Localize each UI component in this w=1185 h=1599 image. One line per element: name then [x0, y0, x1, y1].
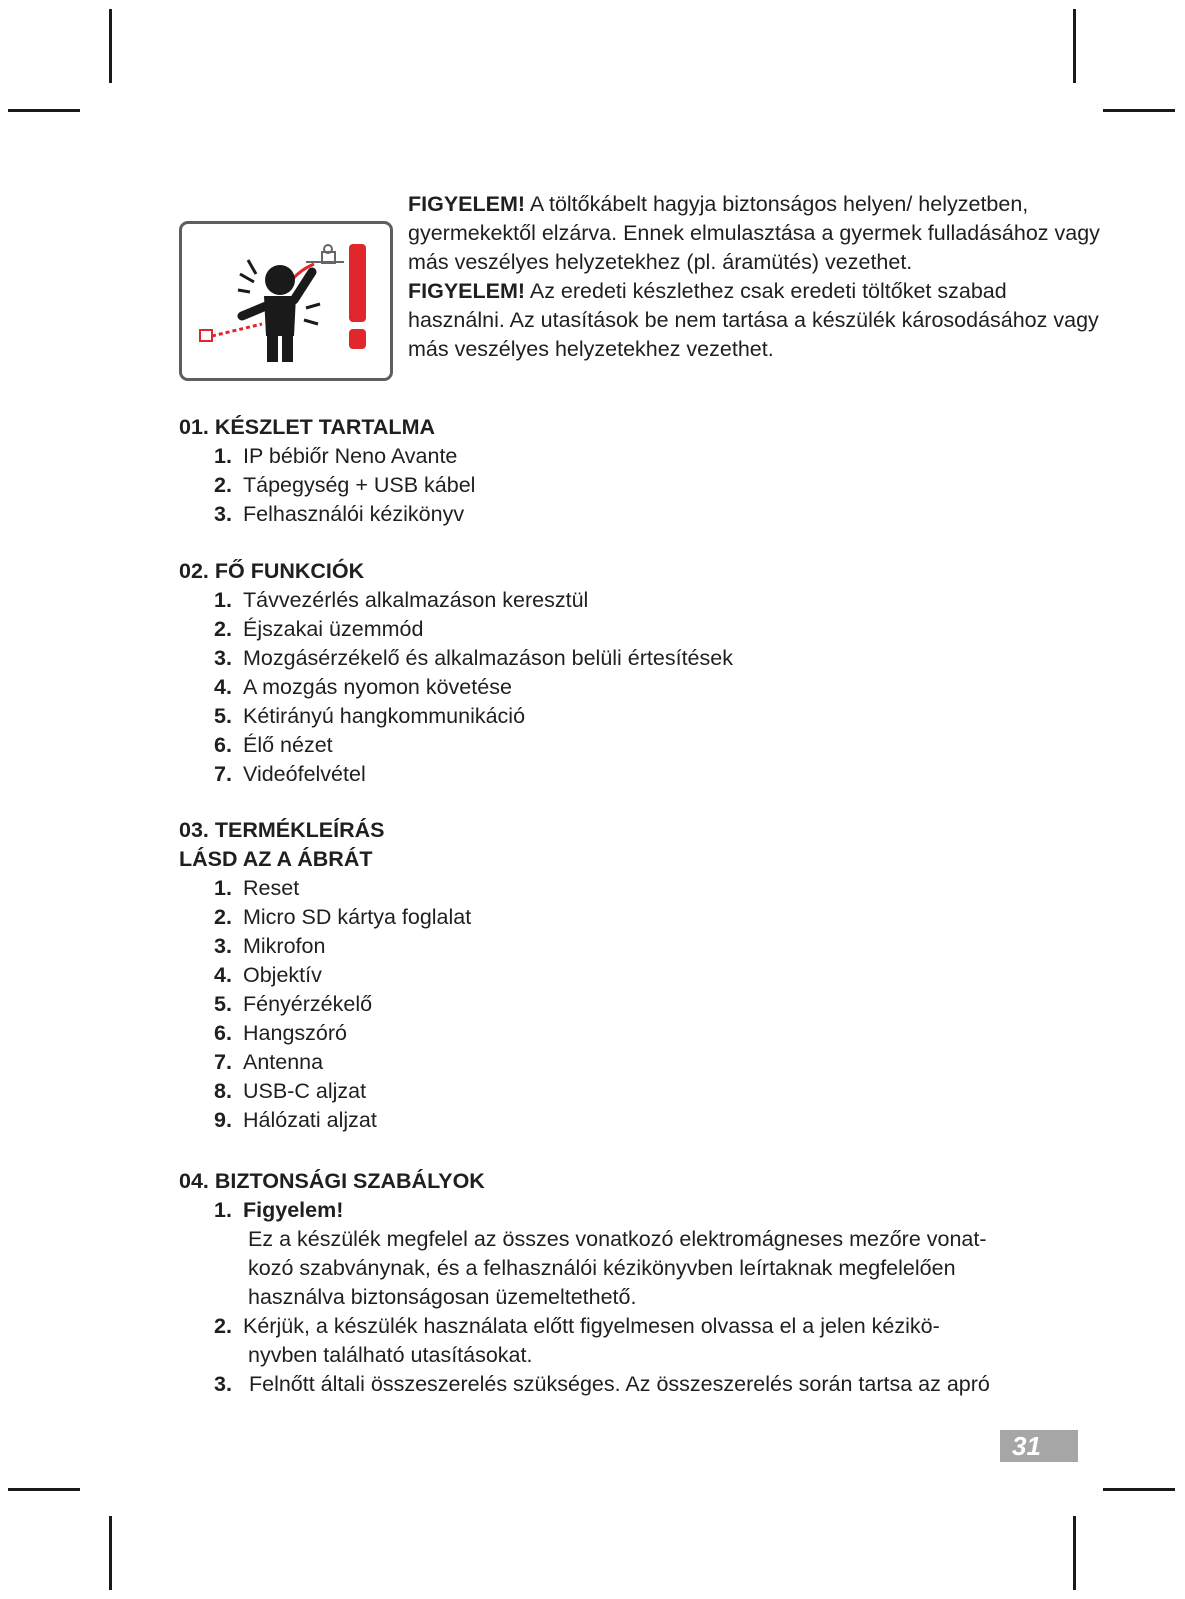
crop-mark — [8, 1488, 80, 1491]
list-item — [179, 471, 1079, 500]
list-item — [179, 1370, 1079, 1399]
list-item — [179, 500, 1079, 529]
item-label: Figyelem! — [243, 1198, 344, 1222]
item-text: Hangszóró — [243, 1021, 347, 1045]
item-number: 9. — [214, 1108, 232, 1132]
list-item — [179, 760, 1079, 789]
item-text: Mikrofon — [243, 934, 326, 958]
item-text: Kétirányú hangkommunikáció — [243, 704, 526, 728]
list-item — [179, 442, 1079, 471]
item-text: használva biztonságosan üzemeltethető. — [248, 1285, 637, 1309]
item-text: Tápegység + USB kábel — [243, 473, 476, 497]
item-number: 4. — [214, 675, 232, 699]
item-number: 1. — [214, 444, 232, 468]
warning-label: FIGYELEM! — [408, 192, 526, 216]
item-number: 6. — [214, 1021, 232, 1045]
item-number: 2. — [214, 473, 232, 497]
warning-paragraph — [408, 277, 1108, 364]
item-number: 1. — [214, 876, 232, 900]
item-number: 3. — [214, 934, 232, 958]
item-number: 7. — [214, 1050, 232, 1074]
section-main-functions — [179, 557, 1079, 789]
child-hazard-icon — [182, 224, 390, 378]
item-number: 2. — [214, 905, 232, 929]
item-number: 1. — [214, 588, 232, 612]
item-text: Kérjük, a készülék használata előtt figyelmesen olvassa el a jelen kézikö- — [243, 1314, 940, 1338]
section-title: 03. TERMÉKLEÍRÁS — [179, 818, 385, 842]
item-text: Felhasználói kézikönyv — [243, 502, 465, 526]
item-text: Felnőtt általi összeszerelés szükséges. Az összeszerelés során tartsa az apró — [243, 1372, 990, 1396]
crop-mark — [109, 1516, 112, 1590]
item-number: 3. — [214, 646, 232, 670]
list-item — [179, 1019, 1079, 1048]
item-number: 3. — [214, 502, 232, 526]
section-title: 01. KÉSZLET TARTALMA — [179, 415, 436, 439]
section-product-description — [179, 816, 1079, 1135]
item-text: Távvezérlés alkalmazáson keresztül — [243, 588, 589, 612]
item-text: Videófelvétel — [243, 762, 366, 786]
item-number: 2. — [214, 617, 232, 641]
item-text: IP bébiőr Neno Avante — [243, 444, 458, 468]
section-kit-contents — [179, 413, 1079, 529]
item-text: Objektív — [243, 963, 322, 987]
crop-mark — [1103, 1488, 1175, 1491]
crop-mark — [109, 9, 112, 83]
item-text: Hálózati aljzat — [243, 1108, 377, 1132]
list-item — [179, 932, 1079, 961]
item-text: A mozgás nyomon követése — [243, 675, 512, 699]
list-item — [179, 702, 1079, 731]
list-item — [179, 1196, 1079, 1312]
list-item — [179, 1077, 1079, 1106]
item-number: 3. — [214, 1372, 232, 1396]
warning-text — [408, 190, 1108, 364]
crop-mark — [1073, 1516, 1076, 1590]
list-item — [179, 1106, 1079, 1135]
item-number: 8. — [214, 1079, 232, 1103]
warning-label: FIGYELEM! — [408, 279, 526, 303]
list-item — [179, 1312, 1079, 1370]
item-text: Mozgásérzékelő és alkalmazáson belüli értesítések — [243, 646, 733, 670]
crop-mark — [1073, 9, 1076, 83]
item-text: USB-C aljzat — [243, 1079, 367, 1103]
item-text: kozó szabványnak, és a felhasználói kézikönyvben leírtaknak megfelelően — [248, 1256, 956, 1280]
item-number: 7. — [214, 762, 232, 786]
item-text: Micro SD kártya foglalat — [243, 905, 472, 929]
item-text: nyvben található utasításokat. — [248, 1343, 533, 1367]
warning-body: A töltőkábelt hagyja biztonságos helyen/ helyzetben, gyermekektől elzárva. Ennek elmulasztása a gyermek fulladásához vagy más veszélyes helyzetekhez (pl. áramütés) vezethet. — [408, 192, 1100, 274]
warning-paragraph — [408, 190, 1108, 277]
list-item — [179, 731, 1079, 760]
list-item — [179, 903, 1079, 932]
crop-mark — [1103, 109, 1175, 112]
list-item — [179, 615, 1079, 644]
item-number: 5. — [214, 704, 232, 728]
list-item — [179, 586, 1079, 615]
item-number: 2. — [214, 1314, 232, 1338]
list-item — [179, 673, 1079, 702]
crop-mark — [8, 109, 80, 112]
section-title: 04. BIZTONSÁGI SZABÁLYOK — [179, 1169, 485, 1193]
item-number: 1. — [214, 1198, 232, 1222]
item-number: 5. — [214, 992, 232, 1016]
list-item — [179, 874, 1079, 903]
section-title: 02. FŐ FUNKCIÓK — [179, 559, 365, 583]
item-text: Reset — [243, 876, 300, 900]
warning-pictogram — [179, 221, 393, 381]
item-number: 4. — [214, 963, 232, 987]
item-text: Fényérzékelő — [243, 992, 373, 1016]
list-item — [179, 961, 1079, 990]
item-text: Antenna — [243, 1050, 324, 1074]
warning-body: Az eredeti készlethez csak eredeti töltőket szabad használni. Az utasítások be nem tartása a készülék károsodásához vagy más veszélyes helyzetekhez vezethet. — [408, 279, 1099, 361]
page-number: 31 — [1000, 1430, 1078, 1462]
item-text: Éjszakai üzemmód — [243, 617, 424, 641]
list-item — [179, 1048, 1079, 1077]
list-item — [179, 644, 1079, 673]
item-text: Élő nézet — [243, 733, 333, 757]
list-item — [179, 990, 1079, 1019]
item-text: Ez a készülék megfelel az összes vonatkozó elektromágneses mezőre vonat- — [248, 1227, 987, 1251]
section-subtitle: LÁSD AZ A ÁBRÁT — [179, 847, 373, 871]
section-safety-rules — [179, 1167, 1079, 1399]
item-number: 6. — [214, 733, 232, 757]
